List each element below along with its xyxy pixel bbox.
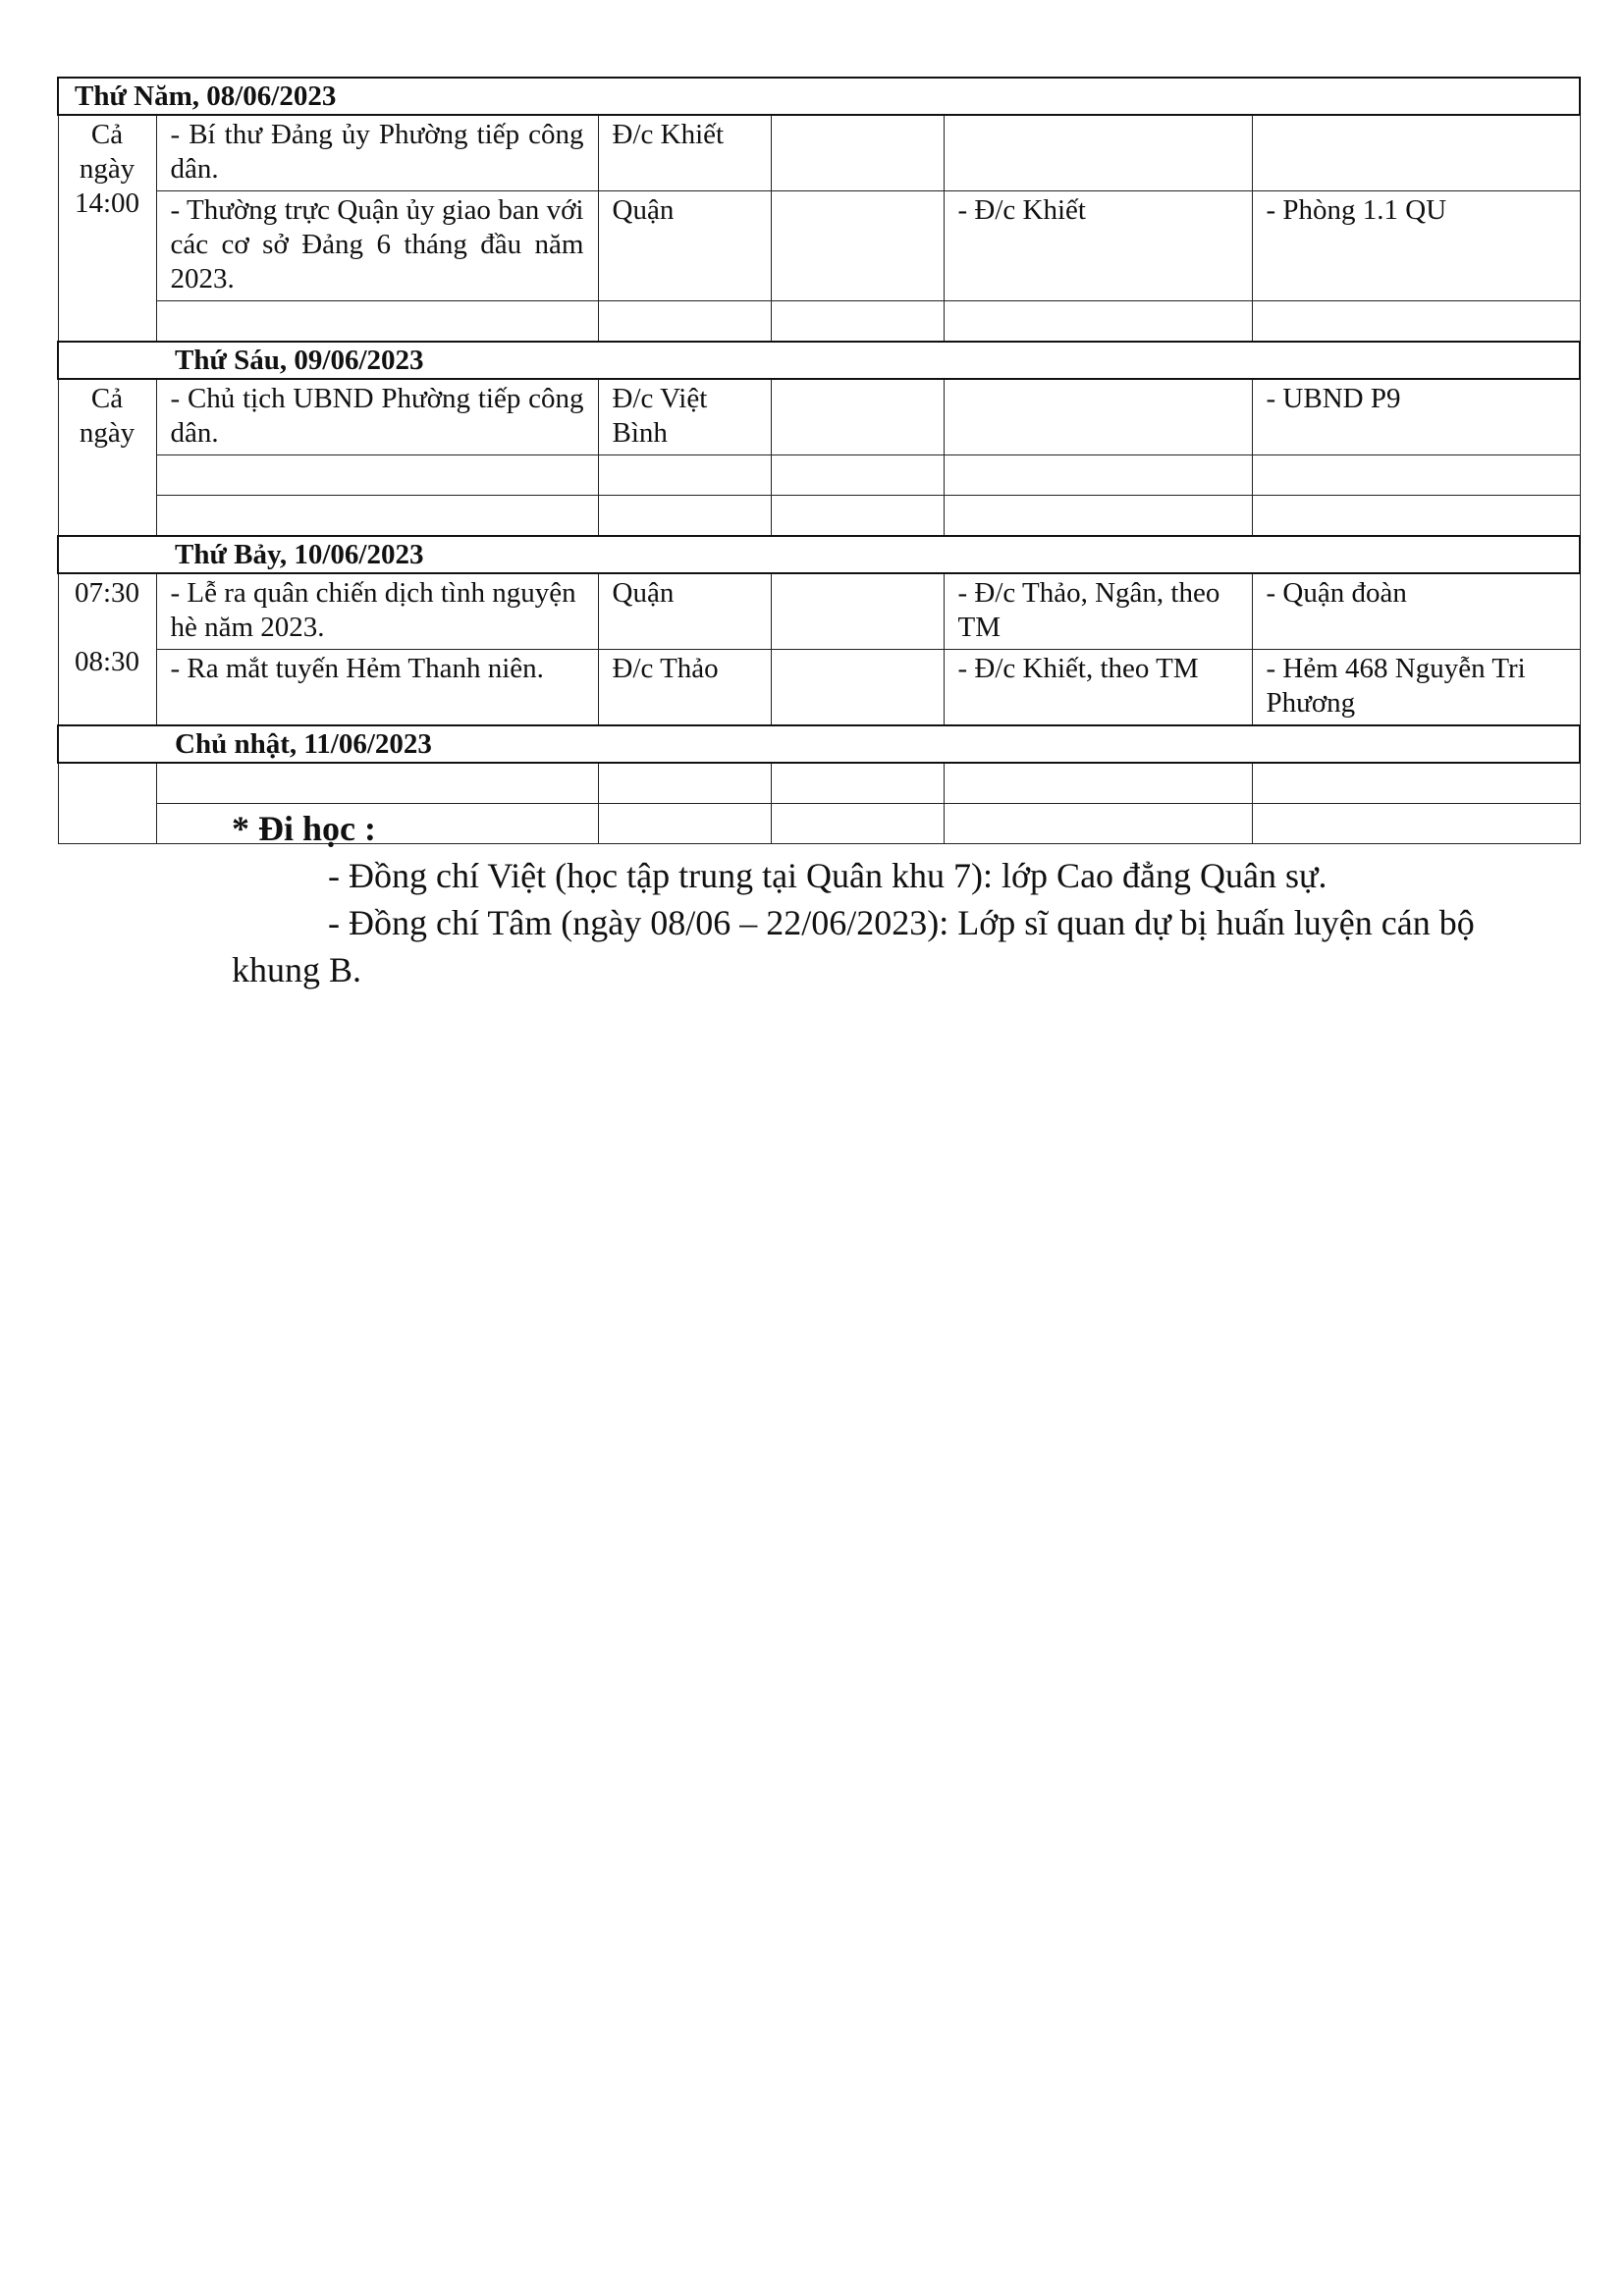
event-content: - Bí thư Đảng ủy Phường tiếp công dân. xyxy=(156,115,598,191)
event-content: - Lễ ra quân chiến dịch tình nguyện hè năm 2023. xyxy=(156,573,598,650)
table-row xyxy=(58,191,1580,301)
day-header-friday xyxy=(58,342,1580,379)
table-row xyxy=(58,650,1580,726)
event-content: - Chủ tịch UBND Phường tiếp công dân. xyxy=(156,379,598,455)
event-content: - Ra mắt tuyến Hẻm Thanh niên. xyxy=(156,650,598,726)
event-attendees: - Đ/c Thảo, Ngân, theo TM xyxy=(944,573,1252,650)
event-col3 xyxy=(771,573,944,650)
event-col3 xyxy=(771,191,944,301)
notes-title: * Đi học : xyxy=(232,809,376,848)
time-cell: 07:30 08:30 xyxy=(58,573,156,725)
event-attendees: - Đ/c Khiết xyxy=(944,191,1252,301)
event-attendees: - Đ/c Khiết, theo TM xyxy=(944,650,1252,726)
day-title: Thứ Năm, 08/06/2023 xyxy=(58,78,1580,115)
event-location: - Quận đoàn xyxy=(1252,573,1580,650)
table-row xyxy=(58,573,1580,650)
note-item: - Đồng chí Tâm (ngày 08/06 – 22/06/2023): Lớp sĩ quan dự bị huấn luyện cán bộ khung B. xyxy=(232,903,1475,989)
event-col3 xyxy=(771,650,944,726)
event-location: - Hẻm 468 Nguyễn Tri Phương xyxy=(1252,650,1580,726)
day-title: Chủ nhật, 11/06/2023 xyxy=(58,725,1580,763)
event-content: - Thường trực Quận ủy giao ban với các cơ sở Đảng 6 tháng đầu năm 2023. xyxy=(156,191,598,301)
note-item: - Đồng chí Việt (học tập trung tại Quân khu 7): lớp Cao đẳng Quân sự. xyxy=(328,856,1327,895)
event-chair: Quận xyxy=(598,191,771,301)
empty-row xyxy=(58,455,1580,496)
table-row xyxy=(58,115,1580,191)
event-chair: Đ/c Thảo xyxy=(598,650,771,726)
event-location: - Phòng 1.1 QU xyxy=(1252,191,1580,301)
schedule-table xyxy=(57,77,1581,844)
event-chair: Đ/c Khiết xyxy=(598,115,771,191)
empty-row xyxy=(58,496,1580,537)
time-cell xyxy=(58,763,156,844)
time-cell: Cả ngày 14:00 xyxy=(58,115,156,342)
event-chair: Quận xyxy=(598,573,771,650)
event-chair: Đ/c Việt Bình xyxy=(598,379,771,455)
study-notes xyxy=(232,805,1489,993)
event-attendees xyxy=(944,379,1252,455)
day-title: Thứ Sáu, 09/06/2023 xyxy=(58,342,1580,379)
day-header-saturday xyxy=(58,536,1580,573)
table-row xyxy=(58,379,1580,455)
time-cell: Cả ngày xyxy=(58,379,156,536)
event-attendees xyxy=(944,115,1252,191)
event-location xyxy=(1252,115,1580,191)
empty-row xyxy=(58,301,1580,343)
day-header-thursday xyxy=(58,78,1580,115)
event-col3 xyxy=(771,115,944,191)
day-header-sunday xyxy=(58,725,1580,763)
empty-row xyxy=(58,763,1580,804)
day-title: Thứ Bảy, 10/06/2023 xyxy=(58,536,1580,573)
event-col3 xyxy=(771,379,944,455)
event-location: - UBND P9 xyxy=(1252,379,1580,455)
